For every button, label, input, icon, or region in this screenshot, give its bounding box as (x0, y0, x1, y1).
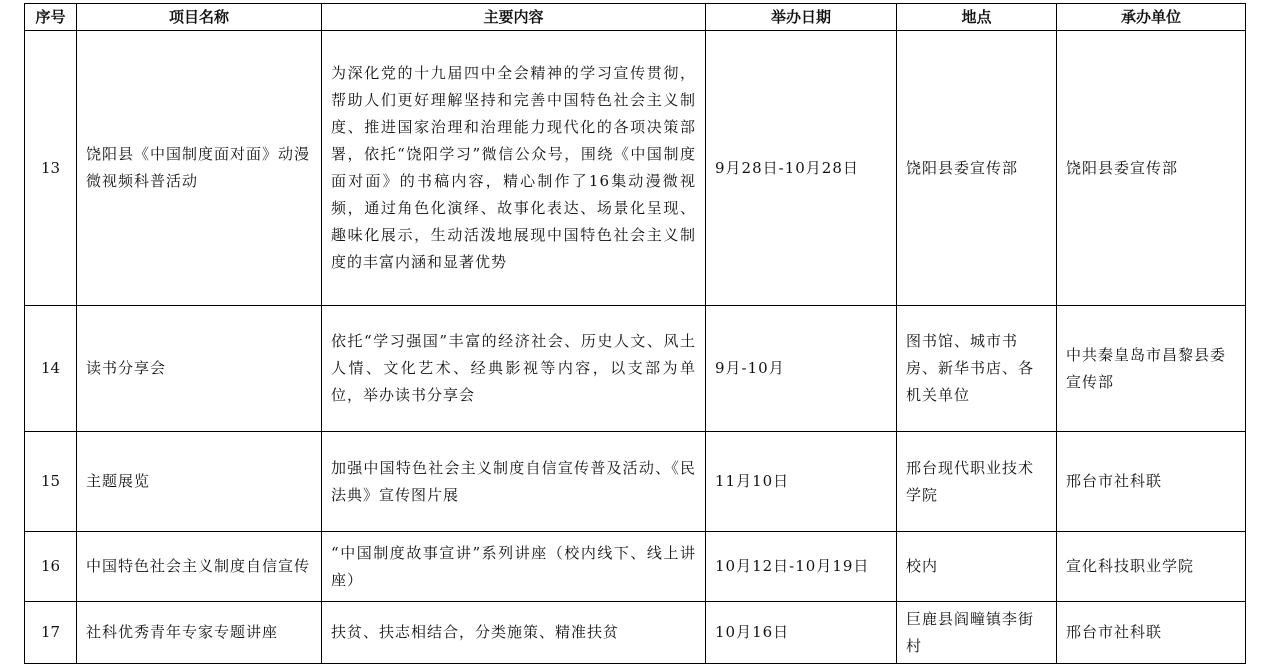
table-row (25, 432, 1246, 532)
header-org: 承办单位 (1057, 4, 1246, 31)
table-row (25, 602, 1246, 664)
table-row (25, 306, 1246, 432)
cell-org: 中共秦皇岛市昌黎县委宣传部 (1057, 306, 1246, 432)
cell-date: 9月28日-10月28日 (706, 31, 897, 306)
cell-org: 邢台市社科联 (1057, 602, 1246, 664)
cell-name: 主题展览 (77, 432, 322, 532)
cell-content: 加强中国特色社会主义制度自信宣传普及活动、《民法典》宣传图片展 (322, 432, 706, 532)
table-row (25, 31, 1246, 306)
cell-date: 9月-10月 (706, 306, 897, 432)
cell-content: 为深化党的十九届四中全会精神的学习宣传贯彻，帮助人们更好理解坚持和完善中国特色社会主义制度、推进国家治理和治理能力现代化的各项决策部署，依托“饶阳学习”微信公众号，围绕《中国制度面对面》的书稿内容，精心制作了16集动漫微视频，通过角色化演绎、故事化表达、场景化呈现、趣味化展示，生动活泼地展现中国特色社会主义制度的丰富内涵和显著优势 (322, 31, 706, 306)
header-row (25, 4, 1246, 31)
cell-place: 校内 (897, 532, 1057, 602)
cell-date: 11月10日 (706, 432, 897, 532)
cell-date: 10月12日-10月19日 (706, 532, 897, 602)
cell-name: 饶阳县《中国制度面对面》动漫微视频科普活动 (77, 31, 322, 306)
activity-table (24, 3, 1246, 664)
cell-org: 饶阳县委宣传部 (1057, 31, 1246, 306)
cell-no: 16 (25, 532, 77, 602)
header-content: 主要内容 (322, 4, 706, 31)
header-date: 举办日期 (706, 4, 897, 31)
cell-no: 13 (25, 31, 77, 306)
cell-content: 依托“学习强国”丰富的经济社会、历史人文、风土人情、文化艺术、经典影视等内容，以支部为单位，举办读书分享会 (322, 306, 706, 432)
cell-content: “中国制度故事宣讲”系列讲座（校内线下、线上讲座） (322, 532, 706, 602)
header-name: 项目名称 (77, 4, 322, 31)
cell-name: 中国特色社会主义制度自信宣传 (77, 532, 322, 602)
cell-name: 读书分享会 (77, 306, 322, 432)
cell-org: 邢台市社科联 (1057, 432, 1246, 532)
cell-org: 宣化科技职业学院 (1057, 532, 1246, 602)
cell-place: 邢台现代职业技术学院 (897, 432, 1057, 532)
cell-no: 17 (25, 602, 77, 664)
cell-no: 14 (25, 306, 77, 432)
cell-place: 巨鹿县阎疃镇李街村 (897, 602, 1057, 664)
cell-name: 社科优秀青年专家专题讲座 (77, 602, 322, 664)
cell-place: 图书馆、城市书房、新华书店、各机关单位 (897, 306, 1057, 432)
cell-no: 15 (25, 432, 77, 532)
cell-place: 饶阳县委宣传部 (897, 31, 1057, 306)
cell-date: 10月16日 (706, 602, 897, 664)
header-no: 序号 (25, 4, 77, 31)
cell-content: 扶贫、扶志相结合，分类施策、精准扶贫 (322, 602, 706, 664)
table-row (25, 532, 1246, 602)
header-place: 地点 (897, 4, 1057, 31)
